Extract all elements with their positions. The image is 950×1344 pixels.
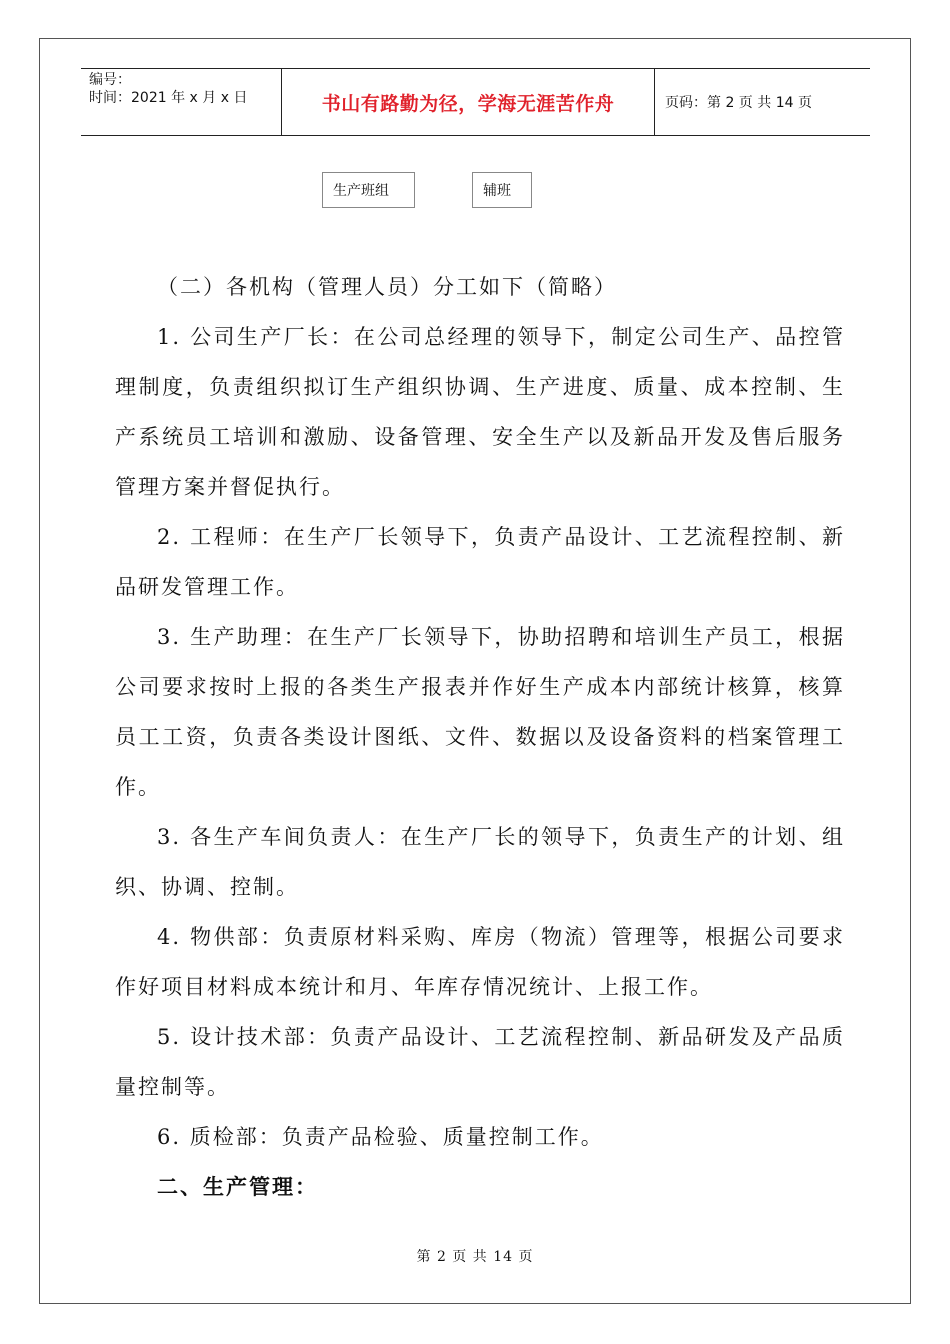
header-meta <box>81 69 282 135</box>
paragraph-quality-department: 6. 质检部：负责产品检验、质量控制工作。 <box>157 1125 604 1149</box>
page-footer: 第 2 页 共 14 页 <box>416 1249 534 1265</box>
org-box-auxiliary-team: 辅班 <box>472 172 532 208</box>
paragraph-design-department: 5. 设计技术部：负责产品设计、工艺流程控制、新品研发及产品质量控制等。 <box>115 1025 845 1099</box>
page-header <box>81 68 870 136</box>
header-motto: 书山有路勤为径，学海无涯苦作舟 <box>282 69 655 135</box>
paragraph-production-director: 1. 公司生产厂长：在公司总经理的领导下，制定公司生产、品控管理制度，负责组织拟订生产组织协调、生产进度、质量、成本控制、生产系统员工培训和激励、设备管理、安全生产以及新品开发及售后服务管理方案并督促执行。 <box>115 325 845 499</box>
paragraph-engineer: 2. 工程师：在生产厂长领导下，负责产品设计、工艺流程控制、新品研发管理工作。 <box>115 525 845 599</box>
paragraph-supply-department: 4. 物供部：负责原材料采购、库房（物流）管理等，根据公司要求作好项目材料成本统计和月、年库存情况统计、上报工作。 <box>115 925 845 999</box>
section-intro: （二）各机构（管理人员）分工如下（简略） <box>157 275 617 299</box>
paragraph-workshop-leaders: 3. 各生产车间负责人：在生产厂长的领导下，负责生产的计划、组织、协调、控制。 <box>115 825 845 899</box>
header-page-info: 页码：第 2 页 共 14 页 <box>665 95 812 111</box>
section-heading-production-management: 二、生产管理： <box>157 1175 318 1199</box>
document-date-label: 时间：2021 年 x 月 x 日 <box>89 90 248 106</box>
paragraph-production-assistant: 3. 生产助理：在生产厂长领导下，协助招聘和培训生产员工，根据公司要求按时上报的各类生产报表并作好生产成本内部统计核算，核算员工工资，负责各类设计图纸、文件、数据以及设备资料的档案管理工作。 <box>115 625 845 799</box>
document-body <box>115 262 845 1212</box>
org-box-production-team: 生产班组 <box>322 172 415 208</box>
document-number-label: 编号： <box>89 72 131 88</box>
